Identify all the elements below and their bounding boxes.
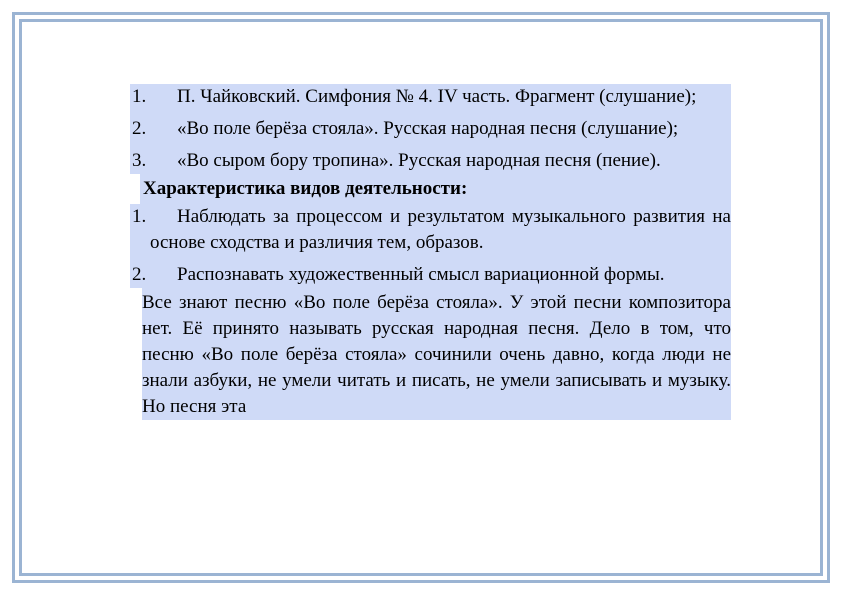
body-paragraph: Все знают песню «Во поле берёза стояла». У этой песни композитора нет. Её принято называть русская народная песня. Дело в том, что песню «Во поле берёза стояла» сочинили очень давно, когда люди не знали азбуки, не умели читать и писать, не умели записывать и музыку. Но песня эта [142, 288, 731, 420]
list-item-activity-1 [130, 204, 731, 256]
list-item-text: «Во сыром бору тропина». Русская народная песня (пение). [177, 150, 661, 171]
list-item-number: 1. [132, 206, 147, 227]
list-item-text: Наблюдать за процессом и результатом музыкального развития на основе сходства и различия тем, образов. [150, 206, 731, 253]
slide-content [130, 84, 731, 420]
list-item-text: Распознавать художественный смысл вариационной формы. [177, 264, 665, 285]
list-item-number: 2. [132, 118, 147, 139]
list-item-music-3 [130, 148, 731, 174]
list-item-number: 3. [132, 150, 147, 171]
list-item-text: «Во поле берёза стояла». Русская народная песня (слушание); [177, 118, 679, 139]
list-item-activity-2 [130, 262, 731, 288]
section-heading: Характеристика видов деятельности: [140, 174, 731, 204]
list-item-number: 1. [132, 86, 147, 107]
list-item-number: 2. [132, 264, 147, 285]
list-item-music-1 [130, 84, 731, 110]
list-item-music-2 [130, 116, 731, 142]
list-item-text: П. Чайковский. Симфония № 4. IV часть. Фрагмент (слушание); [177, 86, 697, 107]
